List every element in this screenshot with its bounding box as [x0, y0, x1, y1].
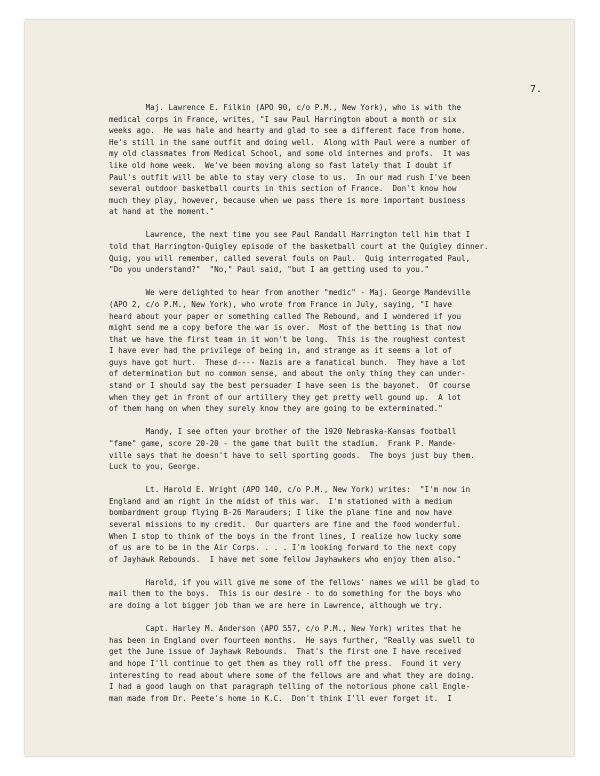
text-line: mail them to the boys. This is our desire - to do something for the boys who	[109, 589, 462, 599]
text-line: Lt. Harold E. Wright (APO 140, c/o P.M., New York) writes: "I'm now in	[109, 485, 471, 495]
text-line: of us are to be in the Air Corps. . . . I'm looking forward to the next copy	[109, 543, 457, 553]
paragraph	[109, 484, 559, 565]
text-line: England and am right in the midst of this war. I'm stationed with a medium	[109, 496, 452, 506]
text-line: "Do you understand?" "No," Paul said, "but I am getting used to you."	[109, 265, 430, 275]
text-line: Capt. Harley M. Anderson (APO 557, c/o P.M., New York) writes that he	[109, 624, 462, 634]
text-line: of Jayhawk Rebounds. I have met some fellow Jayhawkers who enjoy them also."	[109, 554, 462, 564]
text-line: Mandy, I see often your brother of the 1920 Nebraska-Kansas football	[109, 427, 457, 437]
text-line: several outdoor basketball courts in this section of France. Don't know how	[109, 184, 457, 194]
text-line: man made from Dr. Peete's home in K.C. Don't think I'll ever forget it. I	[109, 693, 452, 703]
text-line: that we have the first team in it won't be long. This is the roughest contest	[109, 334, 466, 344]
text-line: "fame" game, score 20-20 - the game that built the stadium. Frank P. Mande-	[109, 438, 457, 448]
text-line: (APO 2, c/o P.M., New York), who wrote from France in July, saying, "I have	[109, 299, 452, 309]
text-line: get the June issue of Jayhawk Rebounds. That's the first one I have received	[109, 647, 462, 657]
text-line: Paul's outfit will be able to stay very close to us. In our mad rush I've been	[109, 172, 471, 182]
paragraph	[109, 102, 559, 218]
text-line: of them hang on when they surely know they are going to be exterminated."	[109, 404, 443, 414]
text-line: When I stop to think of the boys in the front lines, I realize how lucky some	[109, 531, 462, 541]
text-line: Lawrence, the next time you see Paul Randall Harrington tell him that I	[109, 230, 471, 240]
text-line: are doing a lot bigger job than we are here in Lawrence, although we try.	[109, 601, 443, 611]
text-line: like old home week. We've been moving along so fast lately that I doubt if	[109, 160, 452, 170]
paragraph	[109, 623, 559, 704]
paragraph	[109, 426, 559, 472]
paragraph	[109, 229, 559, 275]
document-page	[25, 20, 574, 756]
text-line: He's still in the same outfit and doing well. Along with Paul were a number of	[109, 137, 471, 147]
text-line: at hand at the moment."	[109, 207, 215, 217]
text-line: I have ever had the privilege of being in, and strange as it seems a lot of	[109, 346, 452, 356]
text-line: weeks ago. He was hale and hearty and glad to see a different face from home.	[109, 126, 466, 136]
text-line: Harold, if you will give me some of the fellows' names we will be glad to	[109, 577, 480, 587]
text-line: guys have got hurt. These d---- Nazis are a fanatical bunch. They have a lot	[109, 357, 466, 367]
paragraph	[109, 577, 559, 612]
text-line: bombardment group flying B-26 Marauders; I like the plane fine and now have	[109, 508, 452, 518]
text-line: of determination but no common sense, and about the only thing they can under-	[109, 369, 466, 379]
text-line: medical corps in France, writes, "I saw Paul Harrington about a month or six	[109, 114, 457, 124]
text-line: much they play, however, because when we pass there is more important business	[109, 195, 466, 205]
text-line: several missions to my credit. Our quarters are fine and the food wonderful.	[109, 520, 462, 529]
text-line: has been in England over fourteen months. He says further, "Really was swell to	[109, 635, 475, 645]
text-line: heard about your paper or something called The Rebound, and I wondered if you	[109, 311, 462, 321]
text-line: interesting to read about where some of the fellows are and what they are doing.	[109, 670, 475, 680]
text-line: my old classmates from Medical School, and some old internes and profs. It was	[109, 149, 471, 159]
paragraph	[109, 287, 559, 415]
letter-body	[109, 102, 559, 716]
text-line: I had a good laugh on that paragraph telling of the notorious phone call Engle-	[109, 682, 471, 692]
text-line: Luck to you, George.	[109, 462, 201, 472]
text-line: ville says that he doesn't have to sell sporting goods. The boys just buy them.	[109, 450, 475, 460]
text-line: and hope I'll continue to get them as they roll off the press. Found it very	[109, 658, 462, 668]
page-number: 7.	[530, 84, 543, 95]
text-line: We were delighted to hear from another "medic" - Maj. George Mandeville	[109, 288, 471, 298]
text-line: when they get in front of our artillery they get pretty well gound up. A lot	[109, 392, 462, 402]
text-line: Maj. Lawrence E. Filkin (APO 90, c/o P.M., New York), who is with the	[109, 103, 462, 112]
text-line: stand or I should say the best persuader I have seen is the bayonet. Of course	[109, 381, 471, 391]
text-line: Quig, you will remember, called several fouls on Paul. Quig interrogated Paul,	[109, 253, 471, 263]
text-line: told that Harrington-Quigley episode of the basketball court at the Quigley dinner.	[109, 242, 489, 252]
text-line: might send me a copy before the war is over. Most of the betting is that now	[109, 323, 462, 333]
